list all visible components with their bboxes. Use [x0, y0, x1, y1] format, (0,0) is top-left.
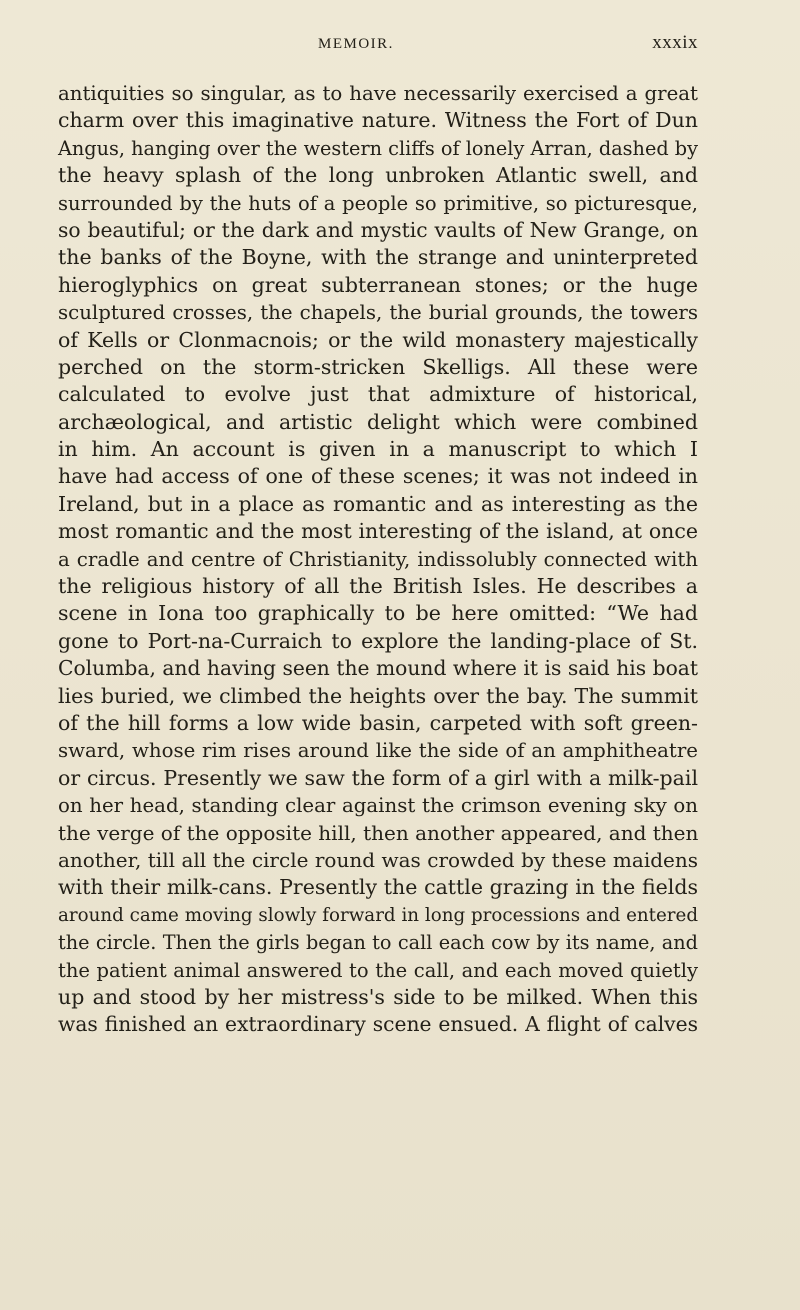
text-line: sculptured crosses, the chapels, the burial grounds, the towers: [58, 301, 698, 325]
text-line: up and stood by her mistress's side to be milked. When this: [58, 984, 698, 1009]
text-line: the patient animal answered to the call, and each moved quietly: [58, 958, 698, 982]
text-line: Ireland, but in a place as romantic and as interesting as the: [58, 491, 698, 516]
text-line: the circle. Then the girls began to call each cow by its name, and: [58, 931, 698, 955]
text-line: in him. An account is given in a manuscript to which I: [58, 437, 698, 462]
text-line: on her head, standing clear against the crimson evening sky on: [58, 794, 698, 818]
text-line: Columba, and having seen the mound where it is said his boat: [58, 656, 698, 681]
text-line: scene in Iona too graphically to be here omitted: “We had: [58, 601, 698, 626]
text-line: Angus, hanging over the western cliffs of lonely Arran, dashed by: [58, 136, 698, 160]
text-line: was finished an extraordinary scene ensued. A flight of calves: [58, 1012, 698, 1037]
running-head: MEMOIR.: [318, 36, 394, 52]
text-line: the religious history of all the British Isles. He describes a: [58, 574, 698, 599]
text-line: archæological, and artistic delight which were combined: [58, 409, 698, 434]
text-line: another, till all the circle round was crowded by these maidens: [58, 847, 698, 872]
text-line: of Kells or Clonmacnois; or the wild monastery majestically: [58, 327, 698, 352]
text-line: the verge of the opposite hill, then another appeared, and then: [58, 820, 699, 845]
text-line: of the hill forms a low wide basin, carpeted with soft green-: [58, 710, 698, 735]
text-line: the banks of the Boyne, with the strange and uninterpreted: [58, 245, 698, 270]
text-line: the heavy splash of the long unbroken Atlantic swell, and: [58, 163, 698, 188]
text-line: antiquities so singular, as to have necessarily exercised a great: [58, 82, 698, 105]
text-line: surrounded by the huts of a people so primitive, so picturesque,: [58, 191, 698, 215]
text-line: around came moving slowly forward in long processions and entered: [58, 904, 698, 926]
text-line: sward, whose rim rises around like the side of an amphitheatre: [58, 739, 698, 763]
text-line: gone to Port-na-Curraich to explore the landing-place of St.: [58, 628, 698, 653]
text-line: most romantic and the most interesting of the island, at once: [58, 519, 698, 544]
text-line: a cradle and centre of Christianity, indissolubly connected with: [58, 547, 698, 571]
text-line: lies buried, we climbed the heights over the bay. The summit: [58, 683, 698, 708]
text-line: charm over this imaginative nature. Witness the Fort of Dun: [58, 108, 698, 133]
text-line: have had access of one of these scenes; it was not indeed in: [58, 464, 698, 489]
text-line: so beautiful; or the dark and mystic vaults of New Grange, on: [58, 217, 698, 242]
page-number: xxxix: [652, 32, 698, 53]
text-line: hieroglyphics on great subterranean stones; or the huge: [58, 272, 698, 297]
text-line: calculated to evolve just that admixture of historical,: [58, 382, 698, 407]
text-line: perched on the storm-stricken Skelligs. All these were: [58, 354, 698, 379]
text-line: or circus. Presently we saw the form of a girl with a milk-pail: [58, 765, 698, 790]
text-line: with their milk-cans. Presently the cattle grazing in the fields: [58, 875, 698, 900]
page-header: [318, 32, 698, 66]
body-text: [58, 80, 698, 1039]
